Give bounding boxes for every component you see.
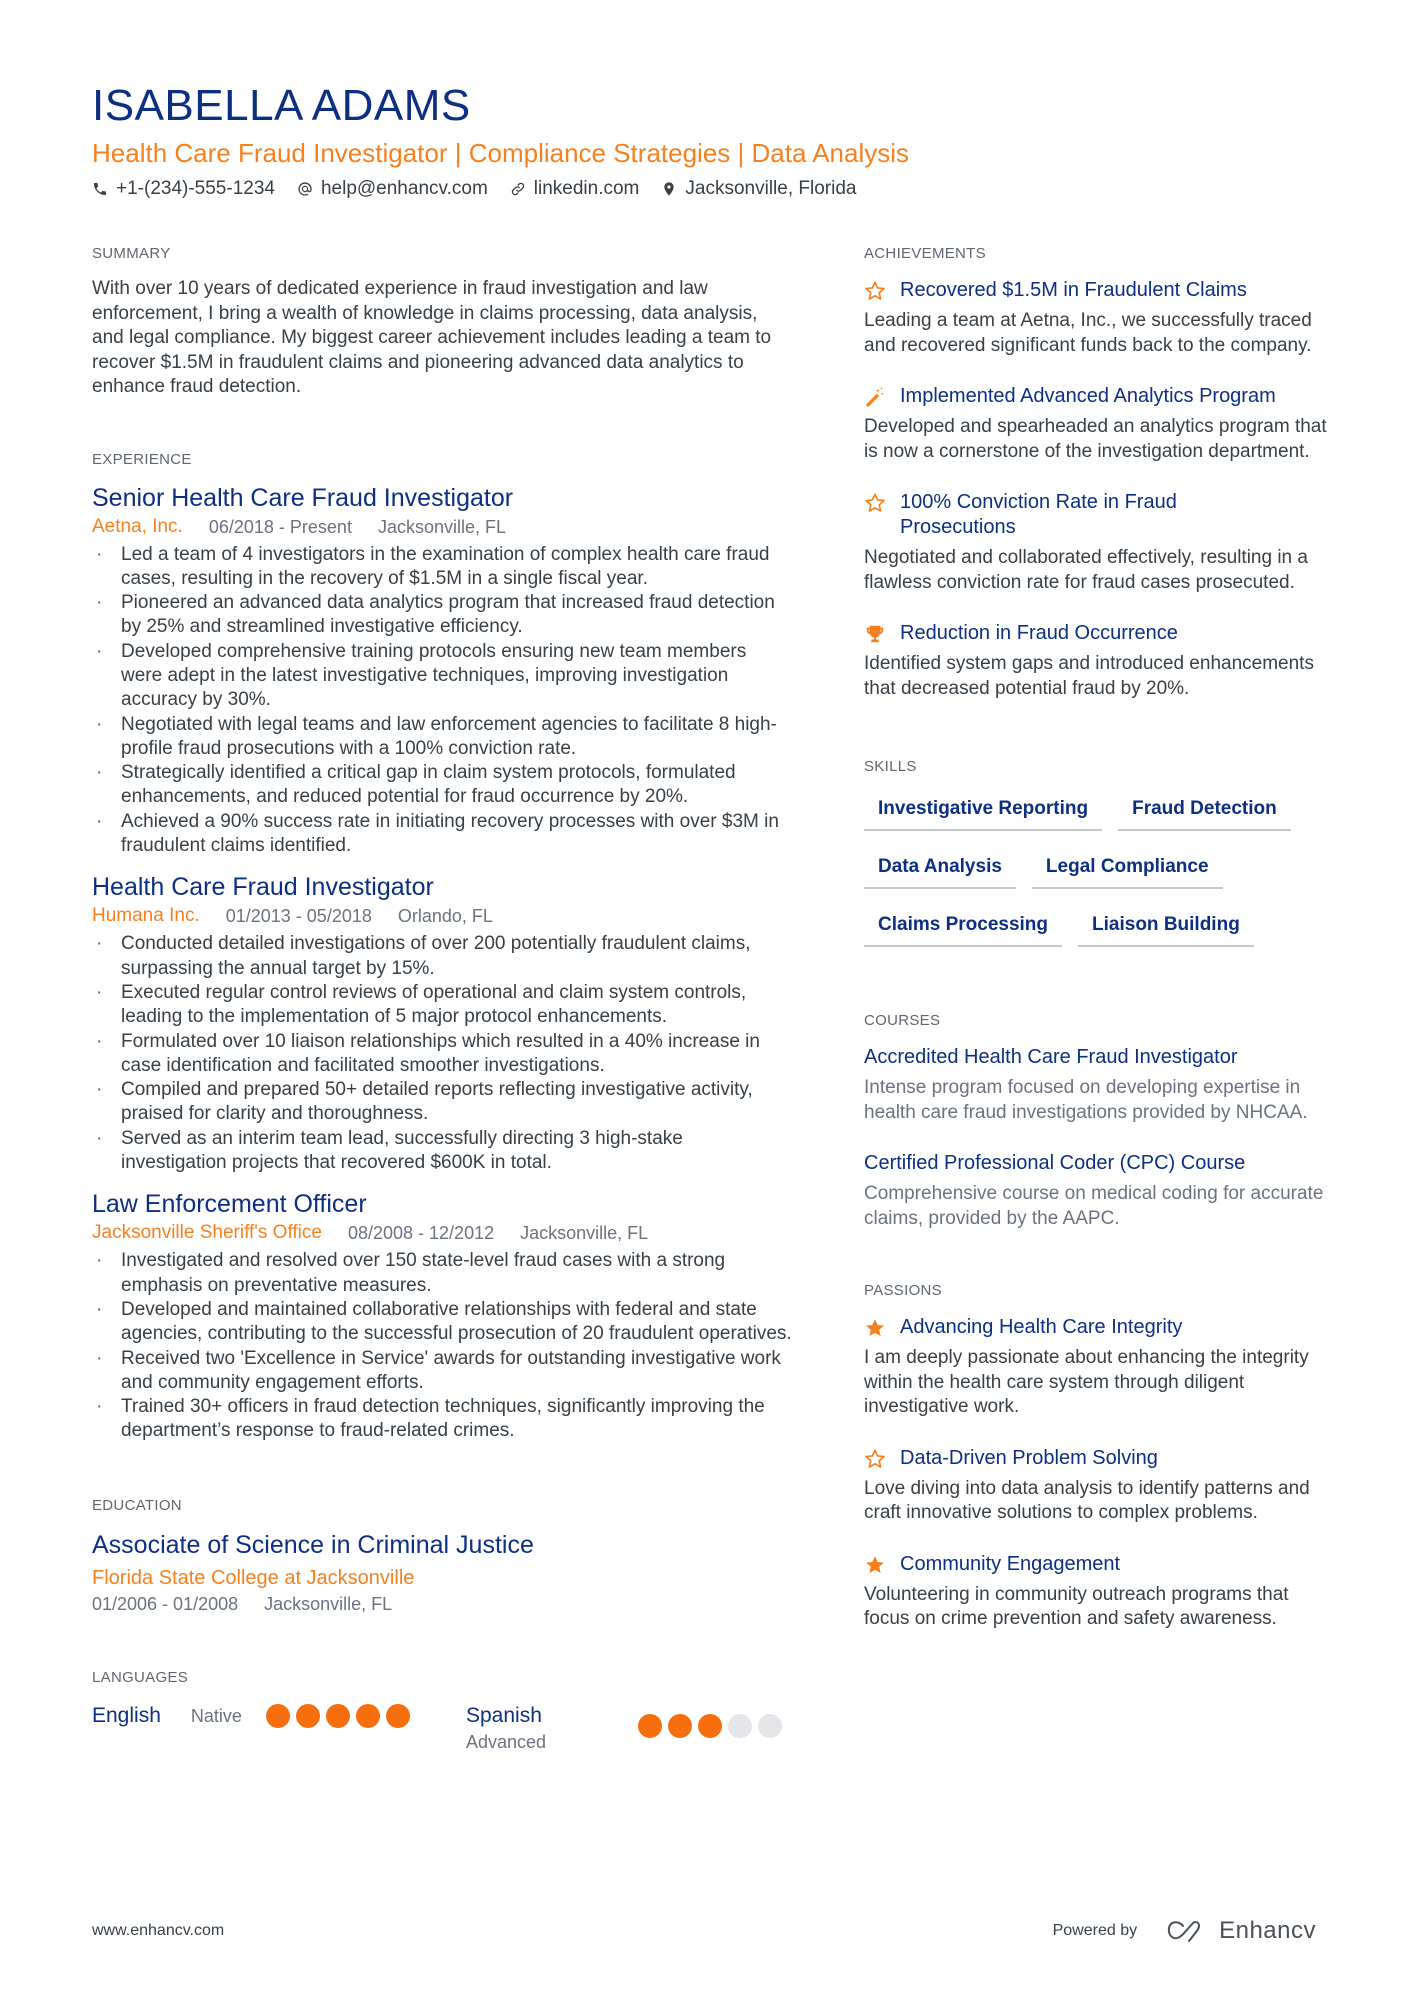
achievement-title: 100% Conviction Rate in Fraud Prosecutions	[900, 491, 1177, 538]
languages-section	[92, 1668, 792, 1758]
course-description: Comprehensive course on medical coding for accurate claims, provided by the AAPC.	[864, 1183, 1324, 1229]
language-name: Spanish	[466, 1703, 542, 1727]
passion-title: Community Engagement	[900, 1552, 1121, 1575]
magic-wand-icon	[864, 386, 886, 408]
rating-dot-filled	[296, 1704, 320, 1728]
language-level: Advanced	[466, 1731, 547, 1752]
rating-dot-empty	[728, 1714, 752, 1738]
enhancv-logo-icon	[1163, 1918, 1209, 1944]
powered-by-label: Powered by	[1052, 1922, 1138, 1939]
summary-text: With over 10 years of dedicated experience in fraud investigation and law enforcement, I bring a wealth of knowledge in claims processing, data analysis, and legal compliance. My biggest career achievement includes leading a team to recover $1.5M in fraudulent claims and pioneering advanced data analytics to enhance fraud detection.	[92, 278, 772, 397]
achievement-item	[864, 384, 1334, 464]
achievement-item	[864, 490, 1334, 595]
experience-entry	[92, 483, 792, 859]
job-meta	[92, 515, 792, 539]
job-bullets	[92, 932, 792, 1175]
course-title: Certified Professional Coder (CPC) Course	[864, 1152, 1246, 1174]
rating-dot-filled	[698, 1714, 722, 1738]
rating-dot-filled	[356, 1704, 380, 1728]
contact-linkedin-text: linkedin.com	[533, 178, 640, 199]
achievement-description: Leading a team at Aetna, Inc., we successfully traced and recovered significant funds back to the company.	[864, 310, 1312, 356]
course-title: Accredited Health Care Fraud Investigator	[864, 1046, 1238, 1068]
language-english	[92, 1702, 242, 1730]
skill-tag: Claims Processing	[864, 909, 1062, 947]
star-outline-icon	[864, 1448, 886, 1470]
contact-location-text: Jacksonville, Florida	[685, 178, 857, 199]
achievement-title: Recovered $1.5M in Fraudulent Claims	[900, 279, 1247, 301]
job-title: Senior Health Care Fraud Investigator	[92, 483, 514, 512]
skill-tag: Data Analysis	[864, 851, 1016, 889]
achievement-item	[864, 278, 1334, 358]
education-dates: 01/2006 - 01/2008	[92, 1593, 239, 1614]
skill-tag: Fraud Detection	[1118, 793, 1291, 831]
section-label-courses: COURSES	[864, 1012, 941, 1029]
passion-description: Love diving into data analysis to identify patterns and craft innovative solutions to complex problems.	[864, 1477, 1310, 1523]
skill-tag: Liaison Building	[1078, 909, 1254, 947]
section-label-experience: EXPERIENCE	[92, 450, 192, 468]
job-location: Orlando, FL	[397, 906, 493, 927]
job-location: Jacksonville, FL	[377, 516, 507, 537]
headline: Health Care Fraud Investigator | Compliance Strategies | Data Analysis	[92, 138, 910, 168]
job-company: Aetna, Inc.	[92, 515, 183, 537]
contact-info	[92, 176, 1332, 202]
course-item	[864, 1151, 1334, 1231]
passion-item	[864, 1446, 1334, 1526]
passion-item	[864, 1315, 1334, 1420]
language-rating-english	[266, 1704, 416, 1728]
job-location: Jacksonville, FL	[520, 1223, 649, 1244]
job-bullets	[92, 543, 792, 859]
powered-by[interactable]	[1053, 1917, 1316, 1945]
right-column	[864, 244, 1334, 1632]
left-column	[92, 244, 792, 1758]
contact-linkedin[interactable]	[510, 176, 640, 202]
at-icon	[297, 181, 313, 197]
job-bullet: · Trained 30+ officers in fraud detection techniques, significantly improving the department’s response to fraud-related crimes.	[92, 1395, 792, 1444]
footer-website-link[interactable]: www.enhancv.com	[92, 1922, 225, 1939]
achievements-section	[864, 244, 1334, 701]
school-name: Florida State College at Jacksonville	[92, 1566, 415, 1589]
achievement-description: Identified system gaps and introduced enhancements that decreased potential fraud by 20%.	[864, 653, 1314, 699]
rating-dot-filled	[386, 1704, 410, 1728]
achievement-item	[864, 621, 1334, 701]
job-dates: 01/2013 - 05/2018	[225, 906, 372, 927]
rating-dot-filled	[668, 1714, 692, 1738]
candidate-name: ISABELLA ADAMS	[92, 81, 471, 130]
skills-section	[864, 757, 1334, 967]
location-pin-icon	[661, 181, 677, 197]
job-title: Law Enforcement Officer	[92, 1190, 367, 1219]
job-bullets	[92, 1249, 792, 1443]
trophy-icon	[864, 623, 886, 645]
link-icon	[510, 181, 526, 197]
section-label-education: EDUCATION	[92, 1496, 182, 1514]
experience-entry	[92, 1189, 792, 1443]
rating-dot-filled	[638, 1714, 662, 1738]
skill-tag: Legal Compliance	[1032, 851, 1223, 889]
section-label-achievements: ACHIEVEMENTS	[864, 245, 986, 262]
experience-entry	[92, 872, 792, 1175]
achievement-description: Negotiated and collaborated effectively, resulting in a flawless conviction rate for fraud cases prosecuted.	[864, 547, 1308, 593]
contact-email[interactable]	[297, 176, 488, 202]
section-label-summary: SUMMARY	[92, 245, 171, 262]
job-dates: 06/2018 - Present	[208, 516, 352, 537]
job-bullet: · Developed and maintained collaborative relationships with federal and state agencies, contributing to the successful prosecution of 20 fraudulent operatives.	[92, 1298, 792, 1347]
section-label-passions: PASSIONS	[864, 1282, 942, 1299]
passion-title: Data-Driven Problem Solving	[900, 1446, 1158, 1469]
experience-section	[92, 450, 792, 1444]
job-bullet: · Strategically identified a critical gap in claim system protocols, formulated enhancements, and reduced potential for fraud occurrence by 20%.	[92, 761, 792, 810]
contact-location	[661, 176, 856, 202]
job-bullet: · Served as an interim team lead, successfully directing 3 high-stake investigation projects that recovered $600K in total.	[92, 1127, 792, 1176]
job-bullet: · Compiled and prepared 50+ detailed reports reflecting investigative activity, praised for clarity and thoroughness.	[92, 1078, 792, 1127]
star-filled-icon	[864, 1554, 886, 1576]
rating-dot-filled	[266, 1704, 290, 1728]
language-level: Native	[190, 1705, 242, 1726]
achievement-title: Implemented Advanced Analytics Program	[900, 385, 1276, 407]
course-description: Intense program focused on developing expertise in health care fraud investigations provided by NHCAA.	[864, 1077, 1308, 1123]
passion-description: I am deeply passionate about enhancing the integrity within the health care system through diligent investigative work.	[864, 1347, 1309, 1417]
rating-dot-filled	[326, 1704, 350, 1728]
achievement-title: Reduction in Fraud Occurrence	[900, 622, 1178, 644]
courses-section	[864, 1011, 1334, 1231]
education-section	[92, 1496, 792, 1616]
contact-phone-text: +1-(234)-555-1234	[116, 178, 275, 199]
passion-description: Volunteering in community outreach programs that focus on crime prevention and safety awareness.	[864, 1583, 1289, 1629]
language-spanish	[466, 1702, 546, 1754]
job-bullet: · Executed regular control reviews of operational and claim system controls, leading to the implementation of 5 major protocol enhancements.	[92, 981, 792, 1030]
course-item	[864, 1045, 1334, 1125]
star-outline-icon	[864, 280, 886, 302]
contact-email-text: help@enhancv.com	[320, 178, 488, 199]
page-footer	[92, 1917, 1316, 1945]
skills-list	[864, 793, 1334, 967]
skill-tag: Investigative Reporting	[864, 793, 1102, 831]
resume-header	[92, 80, 1332, 202]
section-label-skills: SKILLS	[864, 758, 917, 775]
rating-dot-empty	[758, 1714, 782, 1738]
degree-title: Associate of Science in Criminal Justice	[92, 1530, 534, 1559]
job-company: Humana Inc.	[92, 905, 200, 927]
phone-icon	[92, 181, 108, 197]
job-dates: 08/2008 - 12/2012	[347, 1223, 495, 1244]
job-bullet: · Formulated over 10 liaison relationships which resulted in a 40% increase in case identification and facilitated smoother investigations.	[92, 1030, 792, 1079]
education-location: Jacksonville, FL	[264, 1593, 393, 1614]
job-meta	[92, 904, 792, 928]
job-bullet: · Achieved a 90% success rate in initiating recovery processes with over $3M in fraudulent claims identified.	[92, 810, 792, 859]
job-bullet: · Investigated and resolved over 150 state-level fraud cases with a strong emphasis on preventative measures.	[92, 1249, 792, 1298]
education-meta	[92, 1592, 792, 1616]
star-outline-icon	[864, 492, 886, 514]
brand-name: Enhancv	[1219, 1917, 1316, 1944]
passion-item	[864, 1552, 1334, 1632]
job-bullet: · Conducted detailed investigations of over 200 potentially fraudulent claims, surpassing the annual target by 15%.	[92, 932, 792, 981]
job-bullet: · Received two 'Excellence in Service' awards for outstanding investigative work and community engagement efforts.	[92, 1347, 792, 1396]
job-meta	[92, 1221, 792, 1245]
section-label-languages: LANGUAGES	[92, 1668, 189, 1686]
job-bullet: · Developed comprehensive training protocols ensuring new team members were adept in the latest investigative techniques, improving investigation accuracy by 30%.	[92, 640, 792, 713]
language-rating-spanish	[638, 1714, 788, 1738]
language-name: English	[92, 1703, 161, 1727]
job-bullet: · Negotiated with legal teams and law enforcement agencies to facilitate 8 high-profile fraud prosecutions with a 100% conviction rate.	[92, 713, 792, 762]
job-bullet: · Pioneered an advanced data analytics program that increased fraud detection by 25% and streamlined investigative efficiency.	[92, 591, 792, 640]
achievement-description: Developed and spearheaded an analytics program that is now a cornerstone of the investigation department.	[864, 416, 1327, 462]
languages-row	[92, 1702, 792, 1758]
star-filled-icon	[864, 1317, 886, 1339]
passion-title: Advancing Health Care Integrity	[900, 1316, 1183, 1338]
summary-section	[92, 244, 792, 400]
passions-section	[864, 1281, 1334, 1632]
job-company: Jacksonville Sheriff's Office	[92, 1222, 322, 1244]
job-title: Health Care Fraud Investigator	[92, 873, 434, 902]
job-bullet: · Led a team of 4 investigators in the examination of complex health care fraud cases, resulting in the recovery of $1.5M in a single fiscal year.	[92, 543, 792, 592]
contact-phone[interactable]	[92, 176, 275, 202]
